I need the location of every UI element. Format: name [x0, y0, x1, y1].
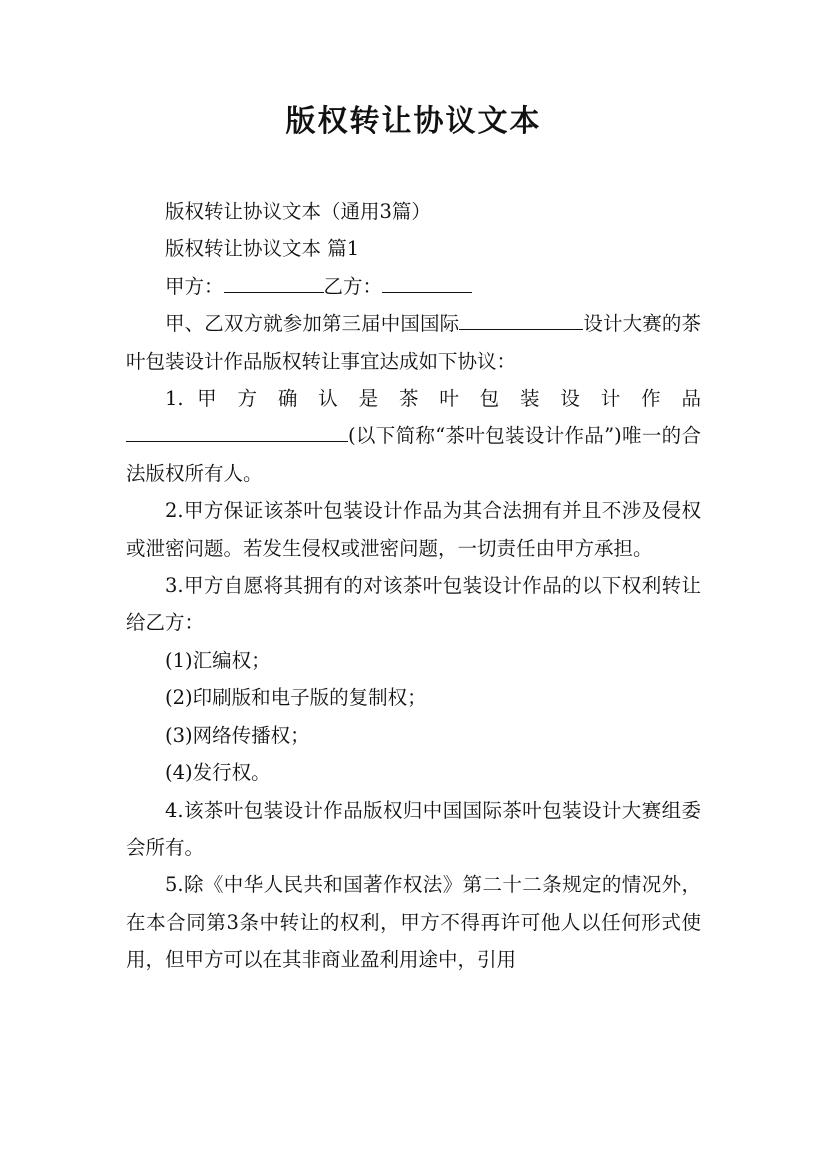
party-a-blank: [224, 271, 324, 292]
party-b-blank: [382, 271, 472, 292]
intro-text-a: 甲、乙双方就参加第三届中国国际: [165, 312, 460, 336]
intro-text-b: 设计大赛的茶叶包装设计作品版权转让事宜达成如下协议：: [126, 312, 701, 373]
item3-sub1: (1)汇编权；: [165, 648, 271, 672]
party-b-label: 乙方：: [323, 274, 383, 298]
item3-paragraph: 3.甲方自愿将其拥有的对该茶叶包装设计作品的以下权利转让给乙方：: [126, 574, 701, 635]
item1-text-b: (以下简称“茶叶包装设计作品”)唯一的合法版权所有人。: [126, 424, 701, 485]
item1-line-b: [126, 417, 701, 492]
work-name-blank: [126, 421, 348, 442]
parties-line: [126, 268, 701, 305]
document-title: 版权转让协议文本: [285, 104, 542, 139]
item3-sub2: (2)印刷版和电子版的复制权；: [165, 686, 427, 710]
competition-blank: [459, 309, 583, 330]
document-body: [126, 193, 701, 979]
party-a-label: 甲方：: [165, 274, 224, 298]
item1-line-a: 1. 甲 方 确 认 是 茶 叶 包 装 设 计 作 品: [165, 387, 701, 411]
part-line: 版权转让协议文本 篇1: [165, 237, 360, 261]
item3-sub3: (3)网络传播权；: [165, 723, 310, 747]
item5-paragraph: 5.除《中华人民共和国著作权法》第二十二条规定的情况外，在本合同第3条中转让的权利，甲方不得再许可他人以任何形式使用，但甲方可以在其非商业盈利用途中，引用: [126, 873, 701, 972]
item4-paragraph: 4.该茶叶包装设计作品版权归中国国际茶叶包装设计大赛组委会所有。: [126, 798, 701, 859]
intro-paragraph: [126, 305, 701, 380]
heading-line: 版权转让协议文本（通用3篇）: [165, 200, 431, 223]
item3-sub4: (4)发行权。: [165, 761, 271, 785]
item2-paragraph: 2.甲方保证该茶叶包装设计作品为其合法拥有并且不涉及侵权或泄密问题。若发生侵权或泄密问题，一切责任由甲方承担。: [126, 499, 701, 560]
